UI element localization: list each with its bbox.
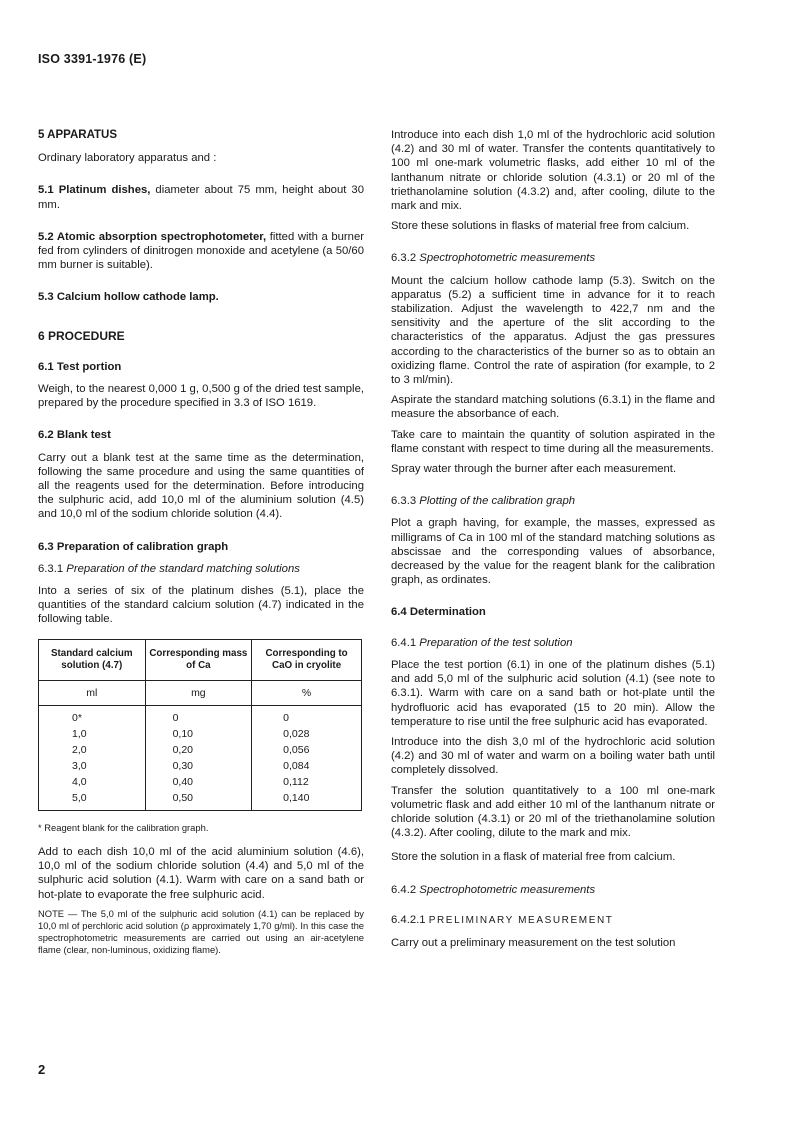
table-header-row xyxy=(39,639,362,680)
clause-6-4-2-1-title xyxy=(391,913,715,928)
table-cell: 4,0 xyxy=(72,775,87,788)
clause-6-4-2-1-heading: PRELIMINARY MEASUREMENT xyxy=(428,914,614,926)
clause-6-2-text: Carry out a blank test at the same time as the determination, following the same procedure and using the same quantities of all the reagents used for the determination. Before introducing the sulphuric acid, add 10,0 ml of the aluminium solution (4.5) and 10,0 ml of the sodium chloride solution (4.4). xyxy=(38,451,364,521)
table-cell: 0,112 xyxy=(283,775,309,788)
table-cell: 0,028 xyxy=(283,727,310,740)
clause-6-3-2-aspirate: Aspirate the standard matching solutions (6.3.1) in the flame and measure the absorbance of each. xyxy=(391,394,715,421)
table-values-col2 xyxy=(145,705,252,810)
clause-6-3-1-cont: Introduce into each dish 1,0 ml of the hydrochloric acid solution (4.2) and 30 ml of water. Transfer the contents quantitatively to 100 ml one-mark volumetric flasks, add either 10 ml of the lanthanum nitrate or chloride solution (4.3.1) or 20 ml of the triethanolamine solution (4.3.2) and, after cooling, dilute to the mark and mix. xyxy=(391,129,715,213)
clause-6-3-2-spray: Spray water through the burner after each measurement. xyxy=(391,463,677,476)
clause-6-3-3-heading: Plotting of the calibration graph xyxy=(419,495,576,508)
clause-6-3-1-add-text: Add to each dish 10,0 ml of the acid aluminium solution (4.6), 10,0 ml of the sodium chloride solution (4.4) and 5,0 ml of the sulphuric acid solution (4.1). Warm with care on a sand bath or hot-plate to evaporate the free sulphuric acid. xyxy=(38,846,364,901)
clause-6-3-3-text: Plot a graph having, for example, the masses, expressed as milligrams of Ca in 100 ml of the standard matching solutions as abscissae and the corresponding values of absorbance, decreased by the value for the reagent blank for the calibration graph, as ordinates. xyxy=(391,517,715,587)
section-5-intro: Ordinary laboratory apparatus and : xyxy=(38,152,217,165)
table-cell: 1,0 xyxy=(72,727,87,740)
clause-6-4-1-store: Store the solution in a flask of material free from calcium. xyxy=(391,851,676,864)
clause-6-4-2-heading: Spectrophotometric measurements xyxy=(419,883,596,896)
clause-6-4-1-text: Place the test portion (6.1) in one of the platinum dishes (5.1) and add 5,0 ml of the sulphuric acid solution (4.1) (see note to 6.3.1). Warm with care on a sand bath or hot-plate until the hydrofluoric acid has evaporated (15 to 20 min). Allow the temperature to rise until the free sulphuric acid has evaporated. xyxy=(391,658,715,728)
clause-6-3-title: 6.3 Preparation of calibration graph xyxy=(38,540,229,553)
table-cell: 0,30 xyxy=(172,759,194,772)
clause-6-4-2-1-text: Carry out a preliminary measurement on the test solution xyxy=(391,936,676,949)
clause-6-4-1-introduce: Introduce into the dish 3,0 ml of the hydrochloric acid solution (4.2) and 30 ml of water and warm on a boiling water bath until completely dissolved. xyxy=(391,735,715,777)
clause-6-4-2-1-num: 6.4.2.1 xyxy=(391,913,426,926)
table-cell: 2,0 xyxy=(72,743,87,756)
standard-header: ISO 3391-1976 (E) xyxy=(38,52,147,66)
right-column xyxy=(391,128,715,960)
table-cell: 0,140 xyxy=(283,791,310,804)
clause-6-1-title: 6.1 Test portion xyxy=(38,360,122,373)
clause-5-1-lead: 5.1 Platinum dishes, xyxy=(38,184,151,197)
table-cell: 0,20 xyxy=(172,743,194,756)
table-cell: 0,084 xyxy=(283,759,310,772)
table-cell: 0,10 xyxy=(172,727,194,740)
clause-6-4-1-transfer: Transfer the solution quantitatively to a 100 ml one-mark volumetric flask and add either 10 ml of the lanthanum nitrate or chloride solution (4.3.1) or 20 ml of the triethanolamine solution (4.3.2). After cooling, dilute to the mark and mix. xyxy=(391,784,715,840)
table-cell: 0,50 xyxy=(172,791,194,804)
left-column xyxy=(38,128,364,966)
clause-6-4-1-heading: Preparation of the test solution xyxy=(419,636,573,649)
clause-5-2-lead: 5.2 Atomic absorption spectrophotometer, xyxy=(38,230,267,243)
section-5-title: 5 APPARATUS xyxy=(38,129,118,141)
clause-6-4-2-title xyxy=(391,883,715,897)
clause-6-3-1-text: Into a series of six of the platinum dishes (5.1), place the quantities of the standard calcium solution (4.7) indicated in the following table. xyxy=(38,585,364,626)
clause-5-1 xyxy=(38,183,364,211)
clause-6-3-1-num: 6.3.1 xyxy=(38,562,64,575)
clause-6-3-1-title xyxy=(38,562,364,576)
table-values-col1 xyxy=(39,705,146,810)
section-6-title: 6 PROCEDURE xyxy=(38,328,125,343)
clause-6-2-title: 6.2 Blank test xyxy=(38,429,111,442)
clause-6-3-1-note: NOTE — The 5,0 ml of the sulphuric acid solution (4.1) can be replaced by 10,0 ml of perchloric acid solution (ρ approximately 1,70 g/ml). In this case the spectrophotometric measurements are carried out using an air-acetylene flame (clear, non-luminous, oxidizing flame). xyxy=(38,907,364,955)
clause-6-4-title: 6.4 Determination xyxy=(391,606,486,619)
clause-6-3-2-care: Take care to maintain the quantity of solution aspirated in the flame constant with respect to time during all the measurements. xyxy=(391,428,715,455)
table-header-cell: Standard calcium solution (4.7) xyxy=(39,639,146,680)
clause-6-3-2-title xyxy=(391,251,715,265)
table-cell: 3,0 xyxy=(72,759,87,772)
table-cell: 0* xyxy=(72,711,82,724)
table-cell: 0 xyxy=(283,711,289,724)
clause-6-3-3-title xyxy=(391,494,715,508)
calibration-table xyxy=(38,639,362,811)
table-unit-cell: % xyxy=(252,680,362,705)
clause-5-2 xyxy=(38,230,364,273)
clause-6-3-2-heading: Spectrophotometric measurements xyxy=(419,252,596,265)
clause-6-3-2-num: 6.3.2 xyxy=(391,252,417,265)
clause-5-3: 5.3 Calcium hollow cathode lamp. xyxy=(38,291,219,304)
table-header-cell: Corresponding mass of Ca xyxy=(145,639,252,680)
table-values-col3 xyxy=(252,705,362,810)
clause-6-3-2-text: Mount the calcium hollow cathode lamp (5.3). Switch on the apparatus (5.2) a sufficient time in advance for it to reach stabilization. Adjust the wavelength to 422,7 nm and the sensitivity and the aperture of the slit according to the characteristics of the apparatus. Adjust the gas pressures according to the characteristics of the burner so as to obtain an oxidizing flame. Control the rate of aspiration (for example, to 2 to 3 ml/min). xyxy=(391,274,715,387)
table-unit-cell: ml xyxy=(39,680,146,705)
table-cell: 0 xyxy=(172,711,179,724)
clause-6-4-1-num: 6.4.1 xyxy=(391,636,417,649)
table-values-row xyxy=(39,705,362,810)
clause-6-3-1-heading: Preparation of the standard matching solutions xyxy=(66,562,300,575)
table-footnote: * Reagent blank for the calibration graph. xyxy=(38,821,209,833)
clause-5-2-text: fitted with a burner fed from cylinders of dinitrogen monoxide and acetylene (a 50/60 mm burner is suitable). xyxy=(38,230,365,272)
clause-6-1-text: Weigh, to the nearest 0,000 1 g, 0,500 g of the dried test sample, prepared by the procedure specified in 3.3 of ISO 1619. xyxy=(38,383,364,410)
table-header-cell: Corresponding to CaO in cryolite xyxy=(252,639,362,680)
table-unit-cell: mg xyxy=(145,680,252,705)
clause-6-4-1-title xyxy=(391,636,715,650)
table-cell: 0,40 xyxy=(172,775,194,788)
table-units-row xyxy=(39,680,362,705)
clause-6-4-2-num: 6.4.2 xyxy=(391,883,417,896)
clause-5-1-text: diameter about 75 mm, height about 30 mm. xyxy=(38,184,364,211)
table-cell: 5,0 xyxy=(72,791,87,804)
clause-6-3-3-num: 6.3.3 xyxy=(391,495,417,508)
clause-6-3-1-store: Store these solutions in flasks of material free from calcium. xyxy=(391,220,690,233)
page-number: 2 xyxy=(38,1062,46,1077)
table-cell: 0,056 xyxy=(283,743,310,756)
